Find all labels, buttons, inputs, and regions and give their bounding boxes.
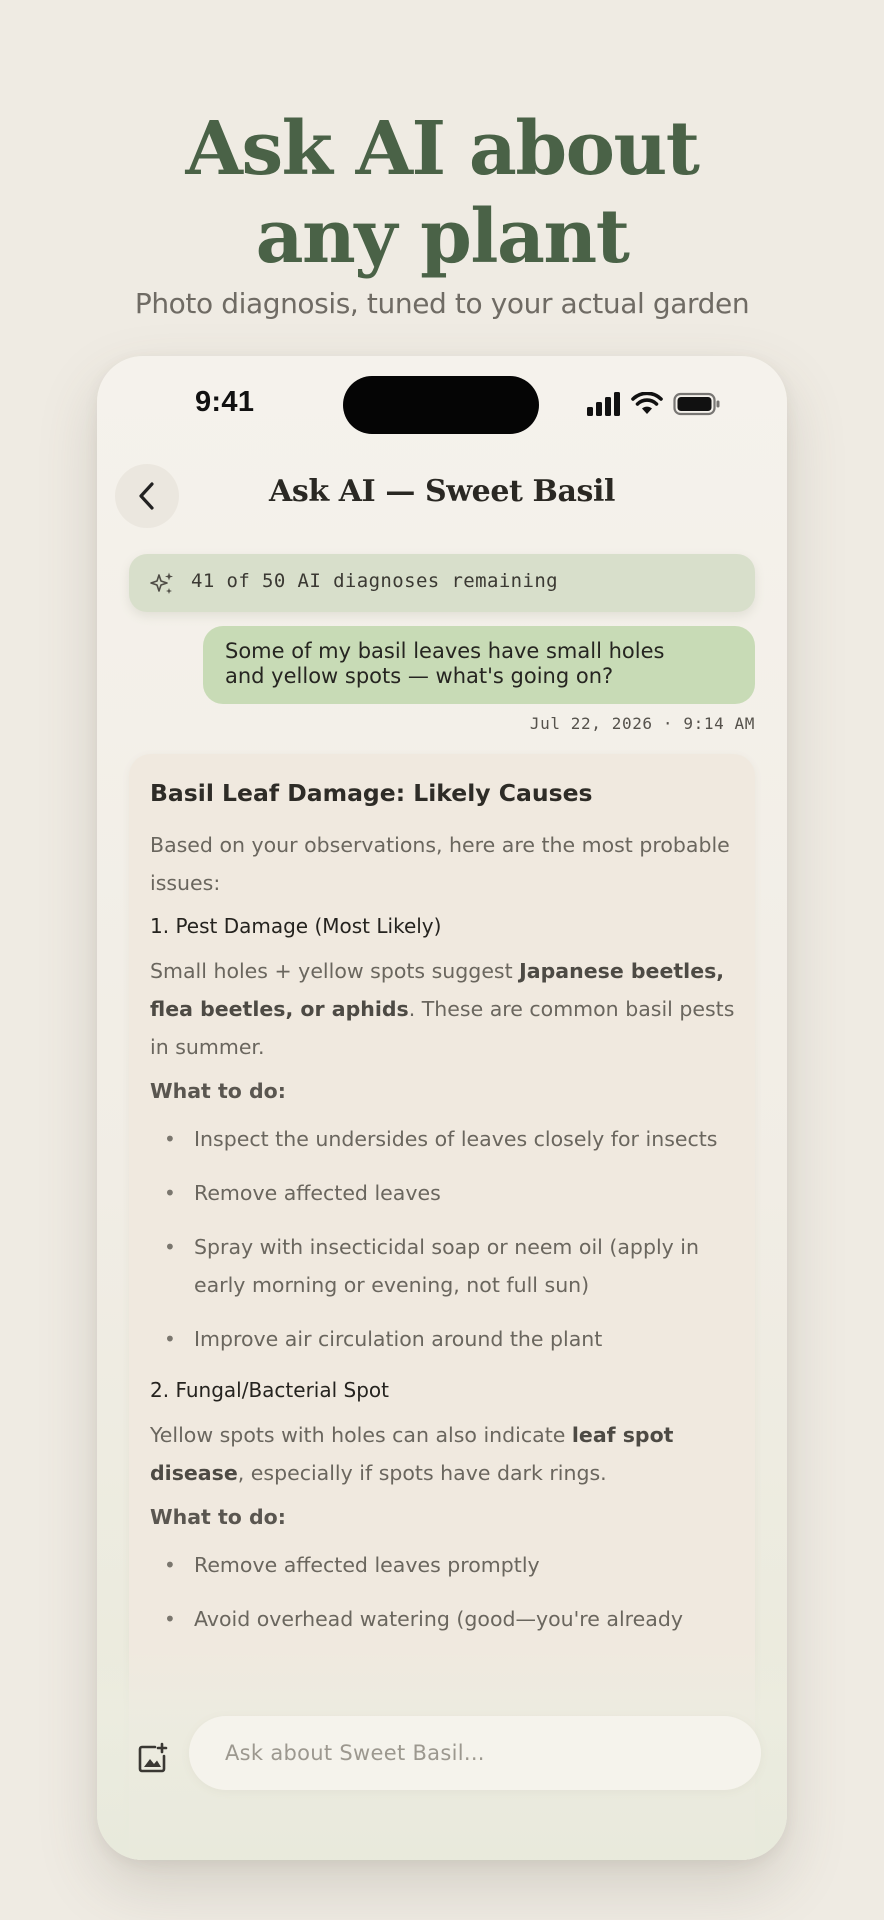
nav-title: Ask AI — Sweet Basil — [268, 474, 616, 509]
user-message-bubble — [203, 626, 755, 704]
ai-response-intro: Based on your observations, here are the most probable issues: — [150, 833, 730, 895]
phone-frame — [97, 356, 787, 1860]
ai-steps-list — [150, 1546, 735, 1638]
ai-response-content — [150, 776, 735, 1654]
battery-icon — [673, 392, 721, 416]
ai-step-text: Improve air circulation around the plant — [194, 1327, 603, 1351]
ai-step-text: Inspect the undersides of leaves closely for insects — [194, 1127, 718, 1151]
add-photo-icon — [137, 1742, 169, 1774]
promo-title-line-2: any plant — [255, 194, 629, 280]
promo-title — [0, 105, 884, 281]
bullet-icon: • — [164, 1127, 176, 1151]
wifi-icon — [631, 392, 663, 416]
ai-step-item — [150, 1546, 735, 1584]
ai-step-text: Remove affected leaves promptly — [194, 1553, 540, 1577]
ai-section-body — [150, 952, 735, 1066]
ai-section-body-bold: leaf spot disease — [150, 1423, 674, 1485]
user-message-text: Some of my basil leaves have small holes and yellow spots — what's going on? — [225, 639, 665, 688]
status-time: 9:41 — [195, 386, 255, 418]
cellular-signal-icon — [587, 392, 621, 416]
ai-section-body-text: Yellow spots with holes can also indicate — [150, 1423, 572, 1447]
ai-step-item — [150, 1228, 735, 1304]
ai-response-heading: Basil Leaf Damage: Likely Causes — [150, 779, 593, 807]
dynamic-island — [343, 376, 539, 434]
ai-step-text: Spray with insecticidal soap or neem oil (apply in early morning or evening, not full sun) — [194, 1235, 699, 1297]
ai-quota-banner — [129, 554, 755, 612]
ai-step-text: Avoid overhead watering (good—you're already — [194, 1607, 683, 1631]
ai-section-body-text: . These are common basil pests in summer. — [150, 997, 735, 1059]
bullet-icon: • — [164, 1327, 176, 1351]
status-icons — [587, 392, 727, 418]
message-timestamp: Jul 22, 2026 · 9:14 AM — [529, 714, 755, 733]
ai-section-body-bold: Japanese beetles, flea beetles, or aphids — [150, 959, 725, 1021]
chat-input[interactable] — [189, 1716, 761, 1790]
sparkles-icon — [149, 571, 175, 597]
promo-subtitle: Photo diagnosis, tuned to your actual garden — [134, 287, 750, 320]
ai-section-body-text: Small holes + yellow spots suggest — [150, 959, 520, 983]
ai-step-item — [150, 1320, 735, 1358]
ai-step-item — [150, 1120, 735, 1158]
promo-title-line-1: Ask AI about — [185, 106, 699, 192]
ai-step-text: Remove affected leaves — [194, 1181, 441, 1205]
ai-section-title: 1. Pest Damage (Most Likely) — [150, 914, 442, 938]
ai-what-to-do-label: What to do: — [150, 1505, 286, 1529]
ai-step-item — [150, 1600, 735, 1638]
ai-section-title: 2. Fungal/Bacterial Spot — [150, 1378, 389, 1402]
ai-section-body-text: , especially if spots have dark rings. — [237, 1461, 607, 1485]
ai-step-item — [150, 1174, 735, 1212]
bullet-icon: • — [164, 1235, 176, 1259]
ai-quota-text: 41 of 50 AI diagnoses remaining — [191, 570, 559, 592]
attach-photo-button[interactable] — [131, 1736, 175, 1780]
ai-steps-list — [150, 1120, 735, 1358]
bullet-icon: • — [164, 1607, 176, 1631]
bullet-icon: • — [164, 1181, 176, 1205]
bullet-icon: • — [164, 1553, 176, 1577]
ai-section-body — [150, 1416, 735, 1492]
ai-what-to-do-label: What to do: — [150, 1079, 286, 1103]
